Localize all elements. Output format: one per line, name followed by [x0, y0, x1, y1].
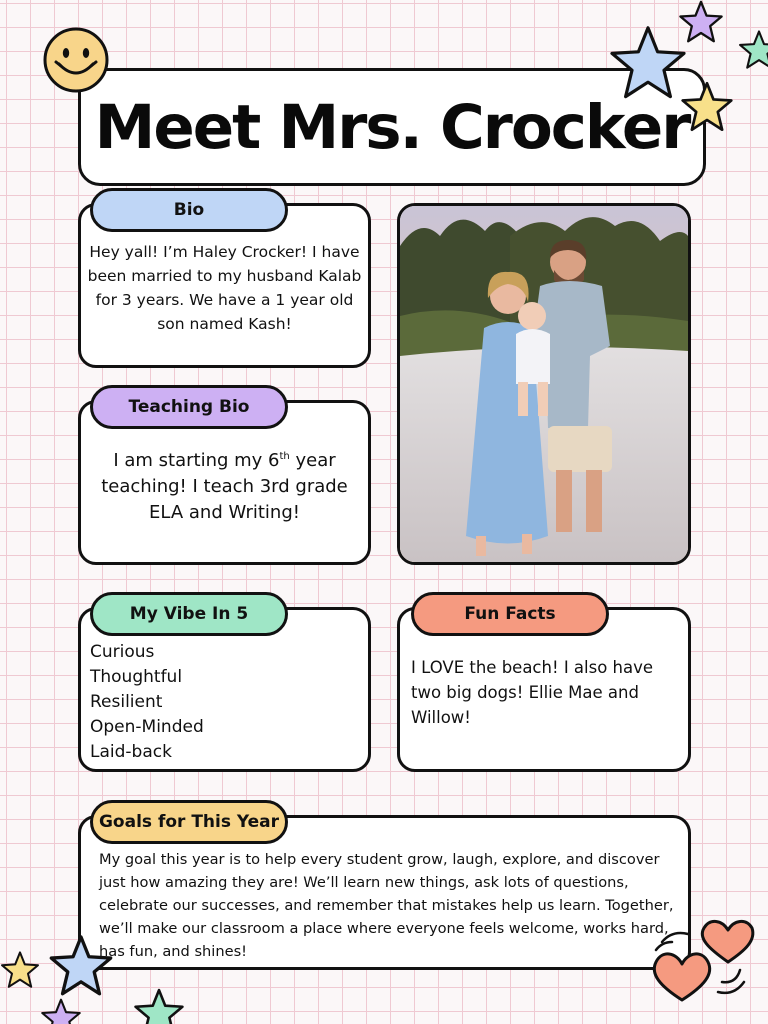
vibe-heading: My Vibe In 5	[90, 592, 288, 636]
page-title: Meet Mrs. Crocker	[94, 91, 690, 163]
vibe-item: Open-Minded	[90, 717, 204, 737]
smiley-face-icon	[42, 26, 110, 94]
star-icon-yellow	[0, 944, 40, 996]
teaching-bio-text-end: year teaching! I teach 3rd grade ELA and Writing!	[101, 450, 348, 523]
hearts-icon	[648, 912, 758, 1010]
bio-heading: Bio	[90, 188, 288, 232]
star-icon-green	[132, 988, 186, 1024]
goals-heading: Goals for This Year	[90, 800, 288, 844]
family-photo	[397, 203, 691, 565]
goals-text: My goal this year is to help every student grow, laugh, explore, and discover just how amazing they are! We’ll learn new things, ask lots of questions, celebrate our successes, and remember that mistakes help us learn. Together, we’ll make our classroom a place where everyone feels welcome, works hard, has fun, and shines!	[99, 851, 674, 960]
star-icon-purple	[36, 998, 86, 1024]
star-icon-yellow	[680, 80, 734, 134]
teaching-bio-superscript: th	[279, 451, 290, 462]
teaching-bio-text	[91, 444, 358, 526]
vibe-item: Resilient	[90, 692, 163, 712]
family-photo-icon	[400, 206, 688, 562]
bio-text: Hey yall! I’m Haley Crocker! I have been married to my husband Kalab for 3 years. We have a 1 year old son named Kash!	[87, 243, 362, 333]
star-icon-green	[738, 22, 768, 78]
teaching-bio-text-start: I am starting my 6	[113, 450, 280, 471]
teaching-bio-heading: Teaching Bio	[90, 385, 288, 429]
vibe-list	[90, 640, 204, 765]
vibe-item: Laid-back	[90, 742, 172, 762]
star-icon-blue	[48, 930, 114, 1002]
star-icon-purple	[676, 0, 726, 44]
vibe-item: Curious	[90, 642, 155, 662]
vibe-item: Thoughtful	[90, 667, 183, 687]
fun-facts-heading: Fun Facts	[411, 592, 609, 636]
fun-facts-text: I LOVE the beach! I also have two big dogs! Ellie Mae and Willow!	[411, 658, 654, 727]
